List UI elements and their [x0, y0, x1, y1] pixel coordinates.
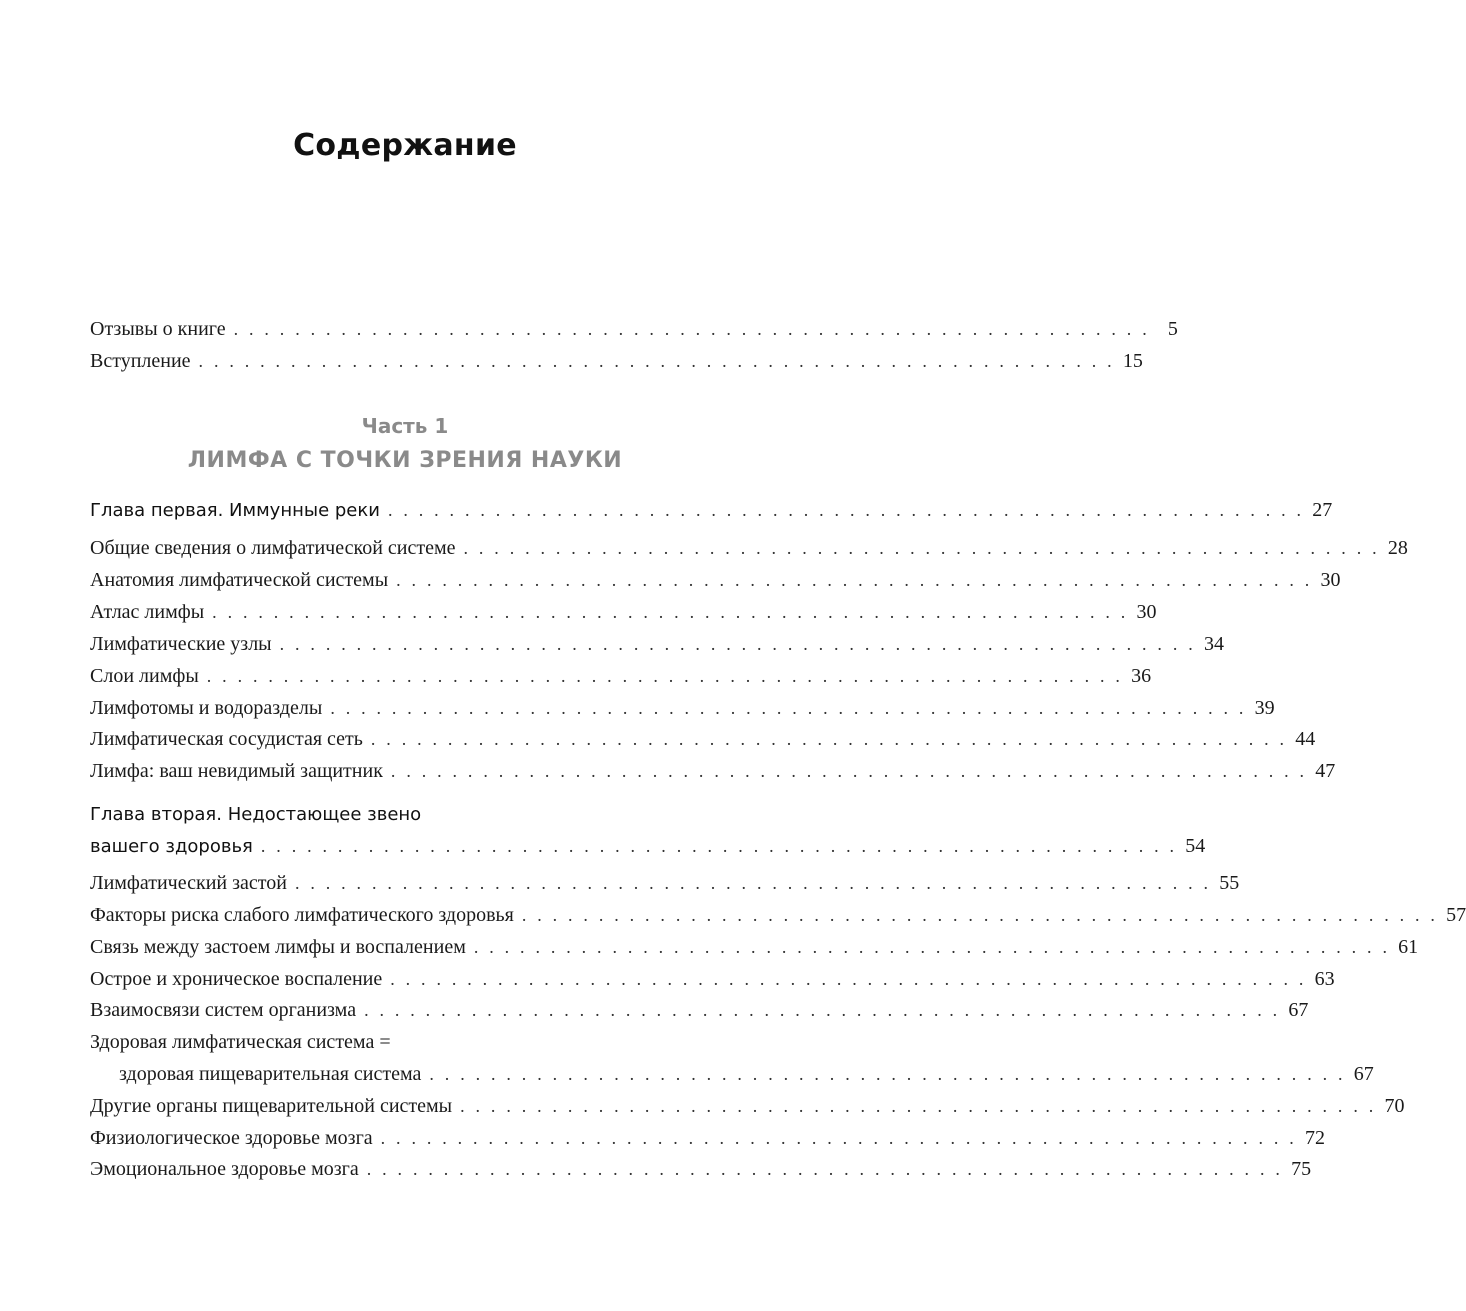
toc-page-number: 55: [1219, 872, 1240, 894]
toc-page-number: 34: [1203, 633, 1224, 655]
toc-entry[interactable]: [90, 628, 1224, 660]
toc-leader-dots: . . . . . . . . . . . . . . . . . . . . . . . . . . . . . . . . . . . . . . . . . . . . . . . . . . . . . . . . . . . .: [387, 500, 1305, 520]
toc-leader-dots: . . . . . . . . . . . . . . . . . . . . . . . . . . . . . . . . . . . . . . . . . . . . . . . . . . . . . . . . . . . .: [366, 1159, 1284, 1179]
toc-entry-label: Лимфатический застой: [90, 872, 287, 894]
toc-leader-dots: . . . . . . . . . . . . . . . . . . . . . . . . . . . . . . . . . . . . . . . . . . . . . . . . . . . . . . . . . . . .: [233, 319, 1150, 339]
toc-page-number: 72: [1304, 1127, 1325, 1149]
toc-leader-dots: . . . . . . . . . . . . . . . . . . . . . . . . . . . . . . . . . . . . . . . . . . . . . . . . . . . . . . . . . . . .: [473, 937, 1391, 957]
toc-leader-dots: . . . . . . . . . . . . . . . . . . . . . . . . . . . . . . . . . . . . . . . . . . . . . . . . . . . . . . . . . . . .: [212, 602, 1129, 622]
chapter-title: Глава первая. Иммунные реки: [90, 500, 380, 521]
toc-entry-label: Слои лимфы: [90, 665, 199, 687]
toc-leader-dots: . . . . . . . . . . . . . . . . . . . . . . . . . . . . . . . . . . . . . . . . . . . . . . . . . . . . . . . . . . . .: [260, 836, 1178, 856]
toc-entry[interactable]: [90, 867, 1240, 899]
toc-page-number: 30: [1136, 601, 1157, 623]
part-label: Часть 1: [361, 414, 449, 438]
toc-page-number: 44: [1295, 728, 1316, 750]
toc-leader-dots: . . . . . . . . . . . . . . . . . . . . . . . . . . . . . . . . . . . . . . . . . . . . . . . . . . . . . . . . . . . .: [370, 729, 1288, 749]
toc-entry-label: Другие органы пищеварительной системы: [90, 1095, 453, 1117]
toc-entry[interactable]: [90, 931, 1419, 963]
toc-page-number: 57: [1446, 904, 1466, 926]
toc-entry[interactable]: [90, 1153, 1312, 1185]
toc-leader-dots: . . . . . . . . . . . . . . . . . . . . . . . . . . . . . . . . . . . . . . . . . . . . . . . . . . . . . . . . . . . .: [521, 905, 1439, 925]
toc-entry-label: Общие сведения о лимфатической системе: [90, 537, 456, 559]
toc-entry-label: Эмоциональное здоровье мозга: [90, 1158, 359, 1180]
toc-leader-dots: . . . . . . . . . . . . . . . . . . . . . . . . . . . . . . . . . . . . . . . . . . . . . . . . . . . . . . . . . . . .: [198, 351, 1115, 371]
toc-entry[interactable]: [90, 532, 1408, 564]
toc-leader-dots: . . . . . . . . . . . . . . . . . . . . . . . . . . . . . . . . . . . . . . . . . . . . . . . . . . . . . . . . . . . .: [390, 969, 1307, 989]
toc-leader-dots: . . . . . . . . . . . . . . . . . . . . . . . . . . . . . . . . . . . . . . . . . . . . . . . . . . . . . . . . . . . .: [460, 1096, 1377, 1116]
toc-page-number: 28: [1387, 537, 1408, 559]
toc-leader-dots: . . . . . . . . . . . . . . . . . . . . . . . . . . . . . . . . . . . . . . . . . . . . . . . . . . . . . . . . . . . .: [396, 570, 1313, 590]
toc-page-number: 30: [1320, 569, 1341, 591]
toc-leader-dots: . . . . . . . . . . . . . . . . . . . . . . . . . . . . . . . . . . . . . . . . . . . . . . . . . . . . . . . . . . . .: [380, 1128, 1297, 1148]
toc-page-number: 67: [1288, 999, 1309, 1021]
toc-leader-dots: . . . . . . . . . . . . . . . . . . . . . . . . . . . . . . . . . . . . . . . . . . . . . . . . . . . . . . . . . . . .: [429, 1064, 1346, 1084]
toc-entry[interactable]: [119, 1058, 1374, 1090]
toc-entry[interactable]: [90, 723, 1316, 755]
toc-entry-label: Отзывы о книге: [90, 318, 226, 340]
toc-entry-label: Анатомия лимфатической системы: [90, 569, 389, 591]
toc-entry-label: здоровая пищеварительная система: [119, 1063, 422, 1085]
toc-page-number: 61: [1398, 936, 1419, 958]
toc-entry[interactable]: [90, 345, 1143, 377]
toc-entry-label: Вступление: [90, 350, 191, 372]
toc-entry-label: Лимфотомы и водоразделы: [90, 697, 323, 719]
toc-entry-label: Взаимосвязи систем организма: [90, 999, 357, 1021]
toc-entry[interactable]: [90, 564, 1341, 596]
toc-entry-label: Факторы риска слабого лимфатического здоровья: [90, 904, 514, 926]
toc-page-number: 63: [1314, 968, 1335, 990]
toc-leader-dots: . . . . . . . . . . . . . . . . . . . . . . . . . . . . . . . . . . . . . . . . . . . . . . . . . . . . . . . . . . . .: [330, 698, 1247, 718]
toc-page-number: 5: [1167, 318, 1178, 340]
chapter-title-line1[interactable]: Глава вторая. Недостающее звено: [90, 804, 422, 825]
toc-entry-label: Лимфа: ваш невидимый защитник: [90, 760, 383, 782]
toc-entry[interactable]: [90, 1122, 1325, 1154]
toc-page-number: 47: [1315, 760, 1336, 782]
chapter-heading[interactable]: [90, 830, 1206, 862]
toc-page-number: 39: [1254, 697, 1275, 719]
toc-page-number: 70: [1384, 1095, 1405, 1117]
toc-entry[interactable]: [90, 313, 1178, 345]
toc-page-number: 27: [1312, 499, 1333, 521]
toc-leader-dots: . . . . . . . . . . . . . . . . . . . . . . . . . . . . . . . . . . . . . . . . . . . . . . . . . . . . . . . . . . . .: [364, 1000, 1281, 1020]
toc-entry[interactable]: [90, 755, 1336, 787]
toc-leader-dots: . . . . . . . . . . . . . . . . . . . . . . . . . . . . . . . . . . . . . . . . . . . . . . . . . . . . . . . . . . . .: [390, 761, 1308, 781]
toc-entry[interactable]: [90, 994, 1309, 1026]
toc-leader-dots: . . . . . . . . . . . . . . . . . . . . . . . . . . . . . . . . . . . . . . . . . . . . . . . . . . . . . . . . . . . .: [294, 873, 1212, 893]
toc-entry[interactable]: [90, 1090, 1405, 1122]
toc-entry-label: Лимфатическая сосудистая сеть: [90, 728, 363, 750]
toc-entry[interactable]: [90, 660, 1152, 692]
toc-page-number: 75: [1291, 1158, 1312, 1180]
toc-page-number: 67: [1353, 1063, 1374, 1085]
part-title: ЛИМФА С ТОЧКИ ЗРЕНИЯ НАУКИ: [187, 448, 623, 473]
page-title: Содержание: [293, 128, 517, 163]
toc-page-number: 15: [1122, 350, 1143, 372]
toc-entry[interactable]: [90, 692, 1275, 724]
toc-entry-label: Физиологическое здоровье мозга: [90, 1127, 373, 1149]
toc-entry[interactable]: [90, 963, 1335, 995]
toc-entry-label: Атлас лимфы: [90, 601, 205, 623]
toc-page-number: 36: [1131, 665, 1152, 687]
toc-entry-label: Острое и хроническое воспаление: [90, 968, 383, 990]
toc-entry[interactable]: [90, 596, 1157, 628]
toc-entry-label-line1[interactable]: Здоровая лимфатическая система =: [90, 1031, 391, 1053]
toc-page-number: 54: [1185, 835, 1206, 857]
toc-leader-dots: . . . . . . . . . . . . . . . . . . . . . . . . . . . . . . . . . . . . . . . . . . . . . . . . . . . . . . . . . . . .: [206, 666, 1124, 686]
toc-entry-label: Лимфатические узлы: [90, 633, 272, 655]
toc-entry[interactable]: [90, 899, 1466, 931]
chapter-title-line2: вашего здоровья: [90, 836, 253, 857]
toc-leader-dots: . . . . . . . . . . . . . . . . . . . . . . . . . . . . . . . . . . . . . . . . . . . . . . . . . . . . . . . . . . . .: [463, 538, 1380, 558]
toc-leader-dots: . . . . . . . . . . . . . . . . . . . . . . . . . . . . . . . . . . . . . . . . . . . . . . . . . . . . . . . . . . . .: [279, 634, 1196, 654]
chapter-heading[interactable]: [90, 494, 1333, 526]
toc-entry-label: Связь между застоем лимфы и воспалением: [90, 936, 466, 958]
